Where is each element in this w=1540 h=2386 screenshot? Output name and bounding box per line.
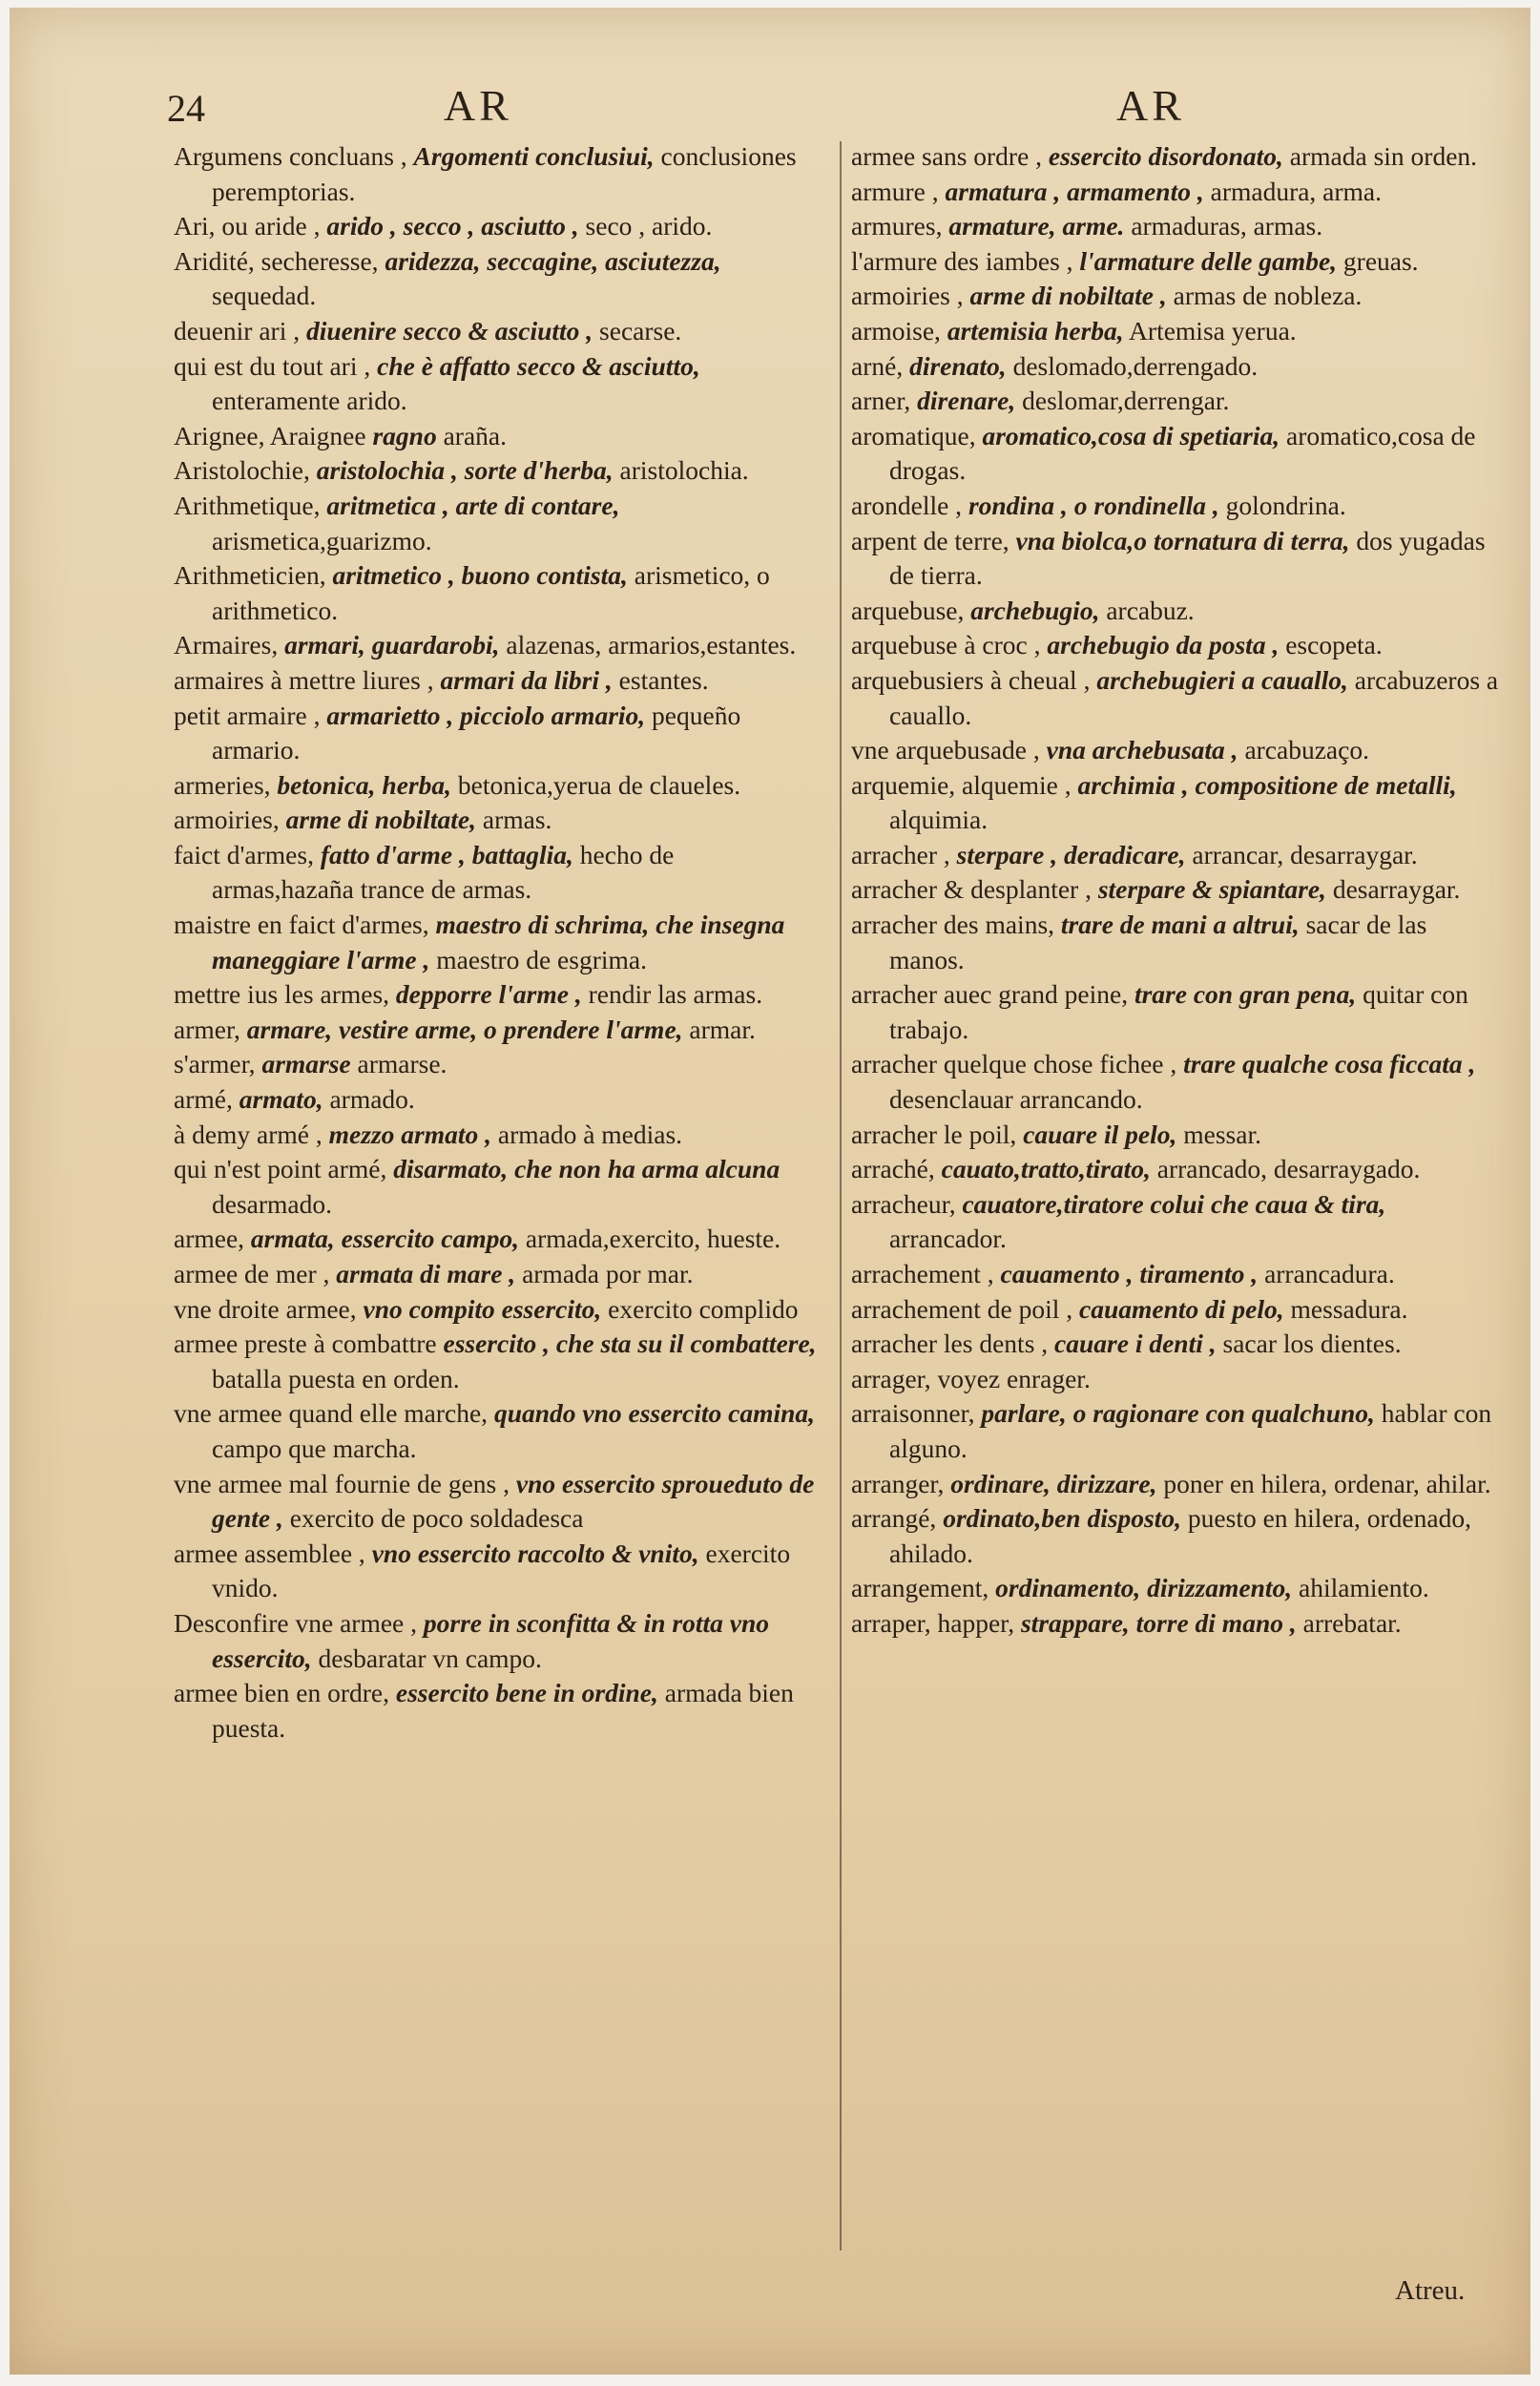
dictionary-entry bbox=[851, 628, 1506, 663]
entry-italian: armare, vestire arme, o prendere l'arme, bbox=[246, 1014, 683, 1044]
dictionary-entry bbox=[174, 349, 819, 419]
entry-italian: direnato, bbox=[909, 350, 1007, 381]
entry-italian: armature, arme. bbox=[948, 211, 1125, 241]
entry-spanish: quitar con trabajo. bbox=[889, 979, 1468, 1044]
entry-french: arraper, happer, bbox=[851, 1607, 1015, 1638]
entry-french: Arithmeticien, bbox=[174, 560, 326, 591]
entry-french: arracher les dents , bbox=[851, 1329, 1049, 1359]
entry-italian: essercito disordonato, bbox=[1048, 141, 1283, 171]
entry-spanish: armado à medias. bbox=[497, 1119, 683, 1149]
dictionary-entry bbox=[174, 1396, 819, 1466]
dictionary-entry bbox=[851, 1571, 1506, 1606]
entry-italian: ragno bbox=[372, 420, 437, 450]
entry-french: arquebusiers à cheual , bbox=[851, 664, 1091, 695]
entry-french: arracher le poil, bbox=[851, 1119, 1017, 1149]
entry-french: arquebuse à croc , bbox=[851, 630, 1041, 660]
entry-french: faict d'armes, bbox=[174, 839, 314, 869]
entry-italian: aritmetica , arte di contare, bbox=[326, 490, 620, 520]
entry-spanish: exercito de poco soldadesca bbox=[289, 1503, 584, 1534]
entry-french: arranger, bbox=[851, 1468, 945, 1498]
entry-spanish: hecho de armas,hazaña trance de armas. bbox=[212, 839, 675, 905]
entry-spanish: pequeño armario. bbox=[212, 700, 741, 765]
dictionary-entry bbox=[851, 384, 1506, 419]
entry-italian: archebugieri a cauallo, bbox=[1096, 664, 1348, 695]
entry-italian: cauamento di pelo, bbox=[1079, 1293, 1284, 1324]
dictionary-entry bbox=[851, 1327, 1506, 1362]
entry-italian: parlare, o ragionare con qualchuno, bbox=[981, 1398, 1375, 1429]
entry-spanish: messar. bbox=[1183, 1119, 1261, 1149]
entry-french: armeries, bbox=[174, 769, 271, 800]
page-number: 24 bbox=[167, 87, 205, 130]
entry-french: arrangement, bbox=[851, 1573, 989, 1603]
entry-italian: maestro di schrima, che insegna maneggiare l'arme , bbox=[212, 910, 785, 974]
entry-french: aromatique, bbox=[851, 420, 976, 450]
entry-italian: cauato,tratto,tirato, bbox=[941, 1154, 1151, 1184]
dictionary-entry bbox=[174, 1082, 819, 1118]
entry-italian: diuenire secco & asciutto , bbox=[305, 315, 593, 345]
dictionary-entry bbox=[851, 1396, 1506, 1466]
entry-french: mettre ius les armes, bbox=[174, 979, 390, 1010]
dictionary-entry bbox=[174, 1118, 819, 1153]
dictionary-entry bbox=[174, 838, 819, 908]
entry-spanish: armadura, arma. bbox=[1210, 176, 1383, 206]
column-divider bbox=[840, 141, 842, 2250]
entry-french: deuenir ari , bbox=[174, 315, 301, 345]
entry-spanish: arrancado, desarraygado. bbox=[1156, 1154, 1421, 1184]
dictionary-entry bbox=[851, 209, 1506, 244]
entry-spanish: arrancar, desarraygar. bbox=[1192, 839, 1418, 869]
entry-italian: strappare, torre di mano , bbox=[1020, 1607, 1297, 1638]
entry-french: Aridité, secheresse, bbox=[174, 245, 379, 276]
entry-spanish: armada bien puesta. bbox=[212, 1678, 794, 1743]
entry-french: petit armaire , bbox=[174, 700, 321, 730]
entry-spanish: puesto en hilera, ordenado, ahilado. bbox=[889, 1503, 1471, 1568]
dictionary-entry bbox=[174, 1537, 819, 1606]
entry-french: arrachement , bbox=[851, 1259, 994, 1288]
dictionary-page bbox=[10, 8, 1530, 2375]
entry-french: arpent de terre, bbox=[851, 525, 1009, 555]
entry-spanish: ahilamiento. bbox=[1299, 1573, 1429, 1603]
entry-italian: betonica, herba, bbox=[277, 769, 451, 800]
entry-french: arquemie, alquemie , bbox=[851, 769, 1072, 800]
entry-italian: vna biolca,o tornatura di terra, bbox=[1015, 525, 1350, 555]
dictionary-entry bbox=[851, 1187, 1506, 1257]
dictionary-entry bbox=[851, 1292, 1506, 1328]
entry-spanish: sacar de las manos. bbox=[889, 910, 1427, 974]
entry-italian: ordinamento, dirizzamento, bbox=[995, 1573, 1293, 1603]
entry-italian: aristolochia , sorte d'herba, bbox=[316, 455, 614, 486]
entry-spanish: armada por mar. bbox=[522, 1259, 694, 1288]
running-header-right: AR bbox=[1116, 81, 1185, 130]
entry-spanish: rendir las armas. bbox=[588, 979, 763, 1010]
entry-spanish: arcabuz. bbox=[1106, 595, 1195, 625]
entry-italian: arme di nobiltate , bbox=[969, 281, 1167, 311]
entry-italian: armari, guardarobi, bbox=[284, 630, 500, 660]
entry-spanish: golondrina. bbox=[1225, 490, 1346, 520]
entry-spanish: sacar los dientes. bbox=[1222, 1329, 1402, 1359]
entry-italian: cauamento , tiramento , bbox=[1000, 1259, 1259, 1288]
entry-italian: vno essercito sproueduto de gente , bbox=[212, 1468, 815, 1534]
entry-french: arraisonner, bbox=[851, 1398, 975, 1429]
entry-spanish: sequedad. bbox=[212, 281, 317, 311]
entry-italian: fatto d'arme , battaglia, bbox=[320, 839, 573, 869]
entry-spanish: alazenas, armarios,estantes. bbox=[506, 630, 797, 660]
entry-italian: armari da libri , bbox=[440, 664, 613, 695]
dictionary-entry bbox=[174, 419, 819, 454]
entry-french: arracher quelque chose fichee , bbox=[851, 1049, 1177, 1079]
dictionary-entry bbox=[851, 1047, 1506, 1117]
dictionary-entry bbox=[851, 349, 1506, 385]
dictionary-entry bbox=[174, 908, 819, 977]
entry-french: à demy armé , bbox=[174, 1119, 323, 1149]
entry-french: arracher , bbox=[851, 839, 950, 869]
entry-spanish: desenclauar arrancando. bbox=[889, 1084, 1143, 1115]
right-column bbox=[851, 139, 1506, 1642]
dictionary-entry bbox=[174, 1676, 819, 1746]
entry-spanish: Artemisa yerua. bbox=[1129, 315, 1297, 345]
entry-spanish: arismetico, o arithmetico. bbox=[212, 560, 770, 625]
entry-italian: artemisia herba, bbox=[947, 315, 1124, 345]
entry-spanish: alquimia. bbox=[889, 805, 989, 835]
entry-french: vne armee quand elle marche, bbox=[174, 1398, 489, 1429]
dictionary-entry bbox=[851, 419, 1506, 489]
entry-italian: aritmetico , buono contista, bbox=[332, 560, 628, 591]
entry-italian: essercito bene in ordine, bbox=[395, 1678, 658, 1708]
entry-italian: depporre l'arme , bbox=[395, 979, 582, 1010]
entry-italian: mezzo armato , bbox=[328, 1119, 491, 1149]
entry-french: arracher & desplanter , bbox=[851, 874, 1092, 905]
entry-spanish: deslomado,derrengado. bbox=[1012, 350, 1259, 381]
entry-italian: ordinare, dirizzare, bbox=[950, 1468, 1157, 1498]
entry-french: armures, bbox=[851, 211, 943, 241]
entry-italian: armarse bbox=[261, 1049, 351, 1079]
entry-spanish: armada,exercito, hueste. bbox=[525, 1224, 781, 1254]
entry-spanish: armar. bbox=[689, 1014, 756, 1044]
entry-spanish: dos yugadas de tierra. bbox=[889, 525, 1486, 591]
entry-french: arrachement de poil , bbox=[851, 1293, 1073, 1324]
entry-italian: ordinato,ben disposto, bbox=[943, 1503, 1182, 1534]
dictionary-entry bbox=[851, 1606, 1506, 1642]
entry-french: armoiries, bbox=[174, 805, 280, 835]
entry-italian: cauare i denti , bbox=[1054, 1329, 1217, 1359]
entry-spanish: secarse. bbox=[599, 315, 682, 345]
entry-french: armer, bbox=[174, 1014, 240, 1044]
dictionary-entry bbox=[851, 314, 1506, 349]
entry-italian: aridezza, seccagine, asciutezza, bbox=[385, 245, 721, 276]
running-header-left: AR bbox=[444, 81, 512, 130]
dictionary-entry bbox=[174, 489, 819, 558]
entry-spanish: batalla puesta en orden. bbox=[212, 1363, 460, 1393]
entry-french: Desconfire vne armee , bbox=[174, 1607, 418, 1638]
entry-french: armee de mer , bbox=[174, 1259, 330, 1288]
dictionary-entry bbox=[851, 524, 1506, 594]
entry-french: arquebuse, bbox=[851, 595, 965, 625]
entry-italian: essercito , che sta su il combattere, bbox=[443, 1329, 817, 1359]
entry-spanish: estantes. bbox=[618, 664, 709, 695]
dictionary-entry bbox=[174, 1467, 819, 1537]
entry-french: armure , bbox=[851, 176, 939, 206]
entry-spanish: araña. bbox=[443, 420, 507, 450]
entry-spanish: armarse. bbox=[357, 1049, 447, 1079]
entry-french: Ari, ou aride , bbox=[174, 211, 321, 241]
entry-french: maistre en faict d'armes, bbox=[174, 910, 429, 940]
entry-spanish: exercito complido bbox=[608, 1293, 799, 1324]
entry-french: arner, bbox=[851, 386, 911, 416]
entry-spanish: conclusiones peremptorias. bbox=[212, 141, 797, 206]
dictionary-entry bbox=[174, 314, 819, 349]
dictionary-entry bbox=[851, 872, 1506, 908]
entry-spanish: aristolochia. bbox=[619, 455, 749, 486]
entry-spanish: betonica,yerua de claueles. bbox=[457, 769, 741, 800]
entry-french: arné, bbox=[851, 350, 904, 381]
entry-italian: porre in sconfitta & in rotta vno essercito, bbox=[212, 1607, 770, 1673]
entry-italian: cauatore,tiratore colui che caua & tira, bbox=[962, 1188, 1386, 1219]
entry-french: arracheur, bbox=[851, 1188, 956, 1219]
dictionary-entry bbox=[174, 628, 819, 663]
entry-italian: sterpare , deradicare, bbox=[956, 839, 1186, 869]
entry-italian: armarietto , picciolo armario, bbox=[326, 700, 646, 730]
dictionary-entry bbox=[174, 699, 819, 768]
entry-spanish: arrancador. bbox=[889, 1224, 1007, 1254]
dictionary-entry bbox=[851, 1467, 1506, 1502]
dictionary-entry bbox=[851, 1362, 1506, 1397]
entry-french: qui n'est point armé, bbox=[174, 1154, 387, 1184]
entry-italian: arido , secco , asciutto , bbox=[326, 211, 579, 241]
entry-italian: archimia , compositione de metalli, bbox=[1077, 769, 1457, 800]
entry-spanish: desarmado. bbox=[212, 1188, 332, 1219]
entry-italian: quando vno essercito camina, bbox=[493, 1398, 816, 1429]
entry-spanish: arrebatar. bbox=[1302, 1607, 1402, 1638]
entry-italian: sterpare & spiantare, bbox=[1097, 874, 1326, 905]
dictionary-entry bbox=[851, 279, 1506, 314]
entry-french: armee sans ordre , bbox=[851, 141, 1043, 171]
entry-french: Arignee, Araignee bbox=[174, 420, 366, 450]
entry-italian: l'armature delle gambe, bbox=[1079, 245, 1338, 276]
entry-italian: aromatico,cosa di spetiaria, bbox=[982, 420, 1280, 450]
entry-spanish: messadura. bbox=[1290, 1293, 1408, 1324]
entry-french: arracher des mains, bbox=[851, 910, 1055, 940]
dictionary-entry bbox=[851, 1257, 1506, 1292]
entry-spanish: desbaratar vn campo. bbox=[318, 1643, 542, 1673]
dictionary-entry bbox=[851, 139, 1506, 175]
entry-italian: armato, bbox=[239, 1084, 323, 1115]
entry-spanish: desarraygar. bbox=[1332, 874, 1461, 905]
left-column bbox=[174, 139, 819, 1746]
entry-french: vne arquebusade , bbox=[851, 735, 1040, 765]
dictionary-entry bbox=[174, 1292, 819, 1328]
entry-spanish: arcabuzeros a cauallo. bbox=[889, 664, 1499, 730]
dictionary-entry bbox=[174, 1152, 819, 1222]
entry-spanish: hablar con alguno. bbox=[889, 1398, 1492, 1463]
entry-italian: archebugio, bbox=[970, 595, 1100, 625]
dictionary-entry bbox=[174, 244, 819, 314]
entry-spanish: maestro de esgrima. bbox=[436, 944, 647, 974]
dictionary-entry bbox=[174, 1222, 819, 1257]
entry-italian: che è affatto secco & asciutto, bbox=[377, 350, 700, 381]
dictionary-entry bbox=[174, 139, 819, 209]
entry-italian: archebugio da posta , bbox=[1047, 630, 1280, 660]
entry-italian: direnare, bbox=[917, 386, 1016, 416]
entry-french: armé, bbox=[174, 1084, 233, 1115]
entry-french: Armaires, bbox=[174, 630, 279, 660]
entry-spanish: aromatico,cosa de drogas. bbox=[889, 420, 1476, 486]
dictionary-entry bbox=[174, 1257, 819, 1292]
entry-french: arrager, voyez enrager. bbox=[851, 1363, 1091, 1393]
dictionary-entry bbox=[851, 908, 1506, 977]
entry-french: armee assemblee , bbox=[174, 1538, 365, 1568]
entry-french: vne droite armee, bbox=[174, 1293, 357, 1324]
dictionary-entry bbox=[851, 733, 1506, 768]
entry-spanish: greuas. bbox=[1342, 245, 1419, 276]
dictionary-entry bbox=[851, 977, 1506, 1047]
catchword: Atreu. bbox=[1395, 2275, 1466, 2306]
entry-spanish: armas de nobleza. bbox=[1173, 281, 1363, 311]
dictionary-entry bbox=[174, 1606, 819, 1676]
entry-french: qui est du tout ari , bbox=[174, 350, 371, 381]
dictionary-entry bbox=[851, 489, 1506, 524]
entry-italian: vna archebusata , bbox=[1046, 735, 1238, 765]
entry-spanish: armaduras, armas. bbox=[1131, 211, 1323, 241]
entry-french: s'armer, bbox=[174, 1049, 256, 1079]
entry-italian: vno essercito raccolto & vnito, bbox=[371, 1538, 699, 1568]
dictionary-entry bbox=[851, 175, 1506, 210]
dictionary-entry bbox=[174, 209, 819, 244]
entry-french: arrangé, bbox=[851, 1503, 937, 1534]
dictionary-entry bbox=[851, 594, 1506, 629]
entry-spanish: seco , arido. bbox=[585, 211, 713, 241]
entry-spanish: poner en hilera, ordenar, ahilar. bbox=[1163, 1468, 1491, 1498]
entry-spanish: arcabuzaço. bbox=[1244, 735, 1369, 765]
dictionary-entry bbox=[174, 558, 819, 628]
entry-spanish: campo que marcha. bbox=[212, 1433, 417, 1463]
dictionary-entry bbox=[174, 1327, 819, 1396]
entry-spanish: arismetica,guarizmo. bbox=[212, 525, 432, 555]
dictionary-entry bbox=[851, 768, 1506, 838]
entry-spanish: deslomar,derrengar. bbox=[1022, 386, 1230, 416]
entry-spanish: armado. bbox=[329, 1084, 415, 1115]
dictionary-entry bbox=[851, 1501, 1506, 1571]
entry-italian: armata, essercito campo, bbox=[250, 1224, 520, 1254]
entry-french: l'armure des iambes , bbox=[851, 245, 1073, 276]
entry-spanish: armas. bbox=[482, 805, 552, 835]
entry-french: armee, bbox=[174, 1224, 245, 1254]
entry-french: arracher auec grand peine, bbox=[851, 979, 1129, 1010]
dictionary-entry bbox=[851, 1118, 1506, 1153]
entry-italian: armata di mare , bbox=[336, 1259, 516, 1288]
entry-spanish: enteramente arido. bbox=[212, 386, 407, 416]
entry-french: Argumens concluans , bbox=[174, 141, 407, 171]
entry-french: armaires à mettre liures , bbox=[174, 664, 434, 695]
entry-french: vne armee mal fournie de gens , bbox=[174, 1468, 510, 1498]
entry-spanish: arrancadura. bbox=[1264, 1259, 1395, 1288]
entry-italian: disarmato, che non ha arma alcuna bbox=[393, 1154, 780, 1184]
entry-french: arraché, bbox=[851, 1154, 935, 1184]
entry-spanish: armada sin orden. bbox=[1289, 141, 1478, 171]
entry-italian: trare qualche cosa ficcata , bbox=[1183, 1049, 1476, 1079]
entry-french: armee preste à combattre bbox=[174, 1329, 437, 1359]
dictionary-entry bbox=[174, 768, 819, 804]
dictionary-entry bbox=[851, 1152, 1506, 1187]
dictionary-entry bbox=[174, 977, 819, 1013]
entry-french: Aristolochie, bbox=[174, 455, 310, 486]
dictionary-entry bbox=[851, 663, 1506, 733]
entry-french: arondelle , bbox=[851, 490, 963, 520]
dictionary-entry bbox=[174, 1047, 819, 1082]
entry-french: armee bien en ordre, bbox=[174, 1678, 389, 1708]
entry-italian: vno compito essercito, bbox=[363, 1293, 602, 1324]
dictionary-entry bbox=[174, 1013, 819, 1048]
dictionary-entry bbox=[851, 838, 1506, 873]
dictionary-entry bbox=[174, 803, 819, 838]
entry-spanish: escopeta. bbox=[1285, 630, 1383, 660]
entry-italian: cauare il pelo, bbox=[1023, 1119, 1177, 1149]
dictionary-entry bbox=[174, 453, 819, 489]
entry-french: armoise, bbox=[851, 315, 941, 345]
entry-italian: trare de mani a altrui, bbox=[1060, 910, 1300, 940]
entry-italian: armatura , armamento , bbox=[945, 176, 1204, 206]
entry-italian: trare con gran pena, bbox=[1134, 979, 1357, 1010]
entry-italian: arme di nobiltate, bbox=[285, 805, 476, 835]
entry-french: armoiries , bbox=[851, 281, 964, 311]
entry-italian: Argomenti conclusiui, bbox=[413, 141, 655, 171]
dictionary-entry bbox=[851, 244, 1506, 280]
dictionary-entry bbox=[174, 663, 819, 699]
entry-french: Arithmetique, bbox=[174, 490, 321, 520]
entry-italian: rondina , o rondinella , bbox=[968, 490, 1219, 520]
entry-spanish: exercito vnido. bbox=[212, 1538, 791, 1603]
